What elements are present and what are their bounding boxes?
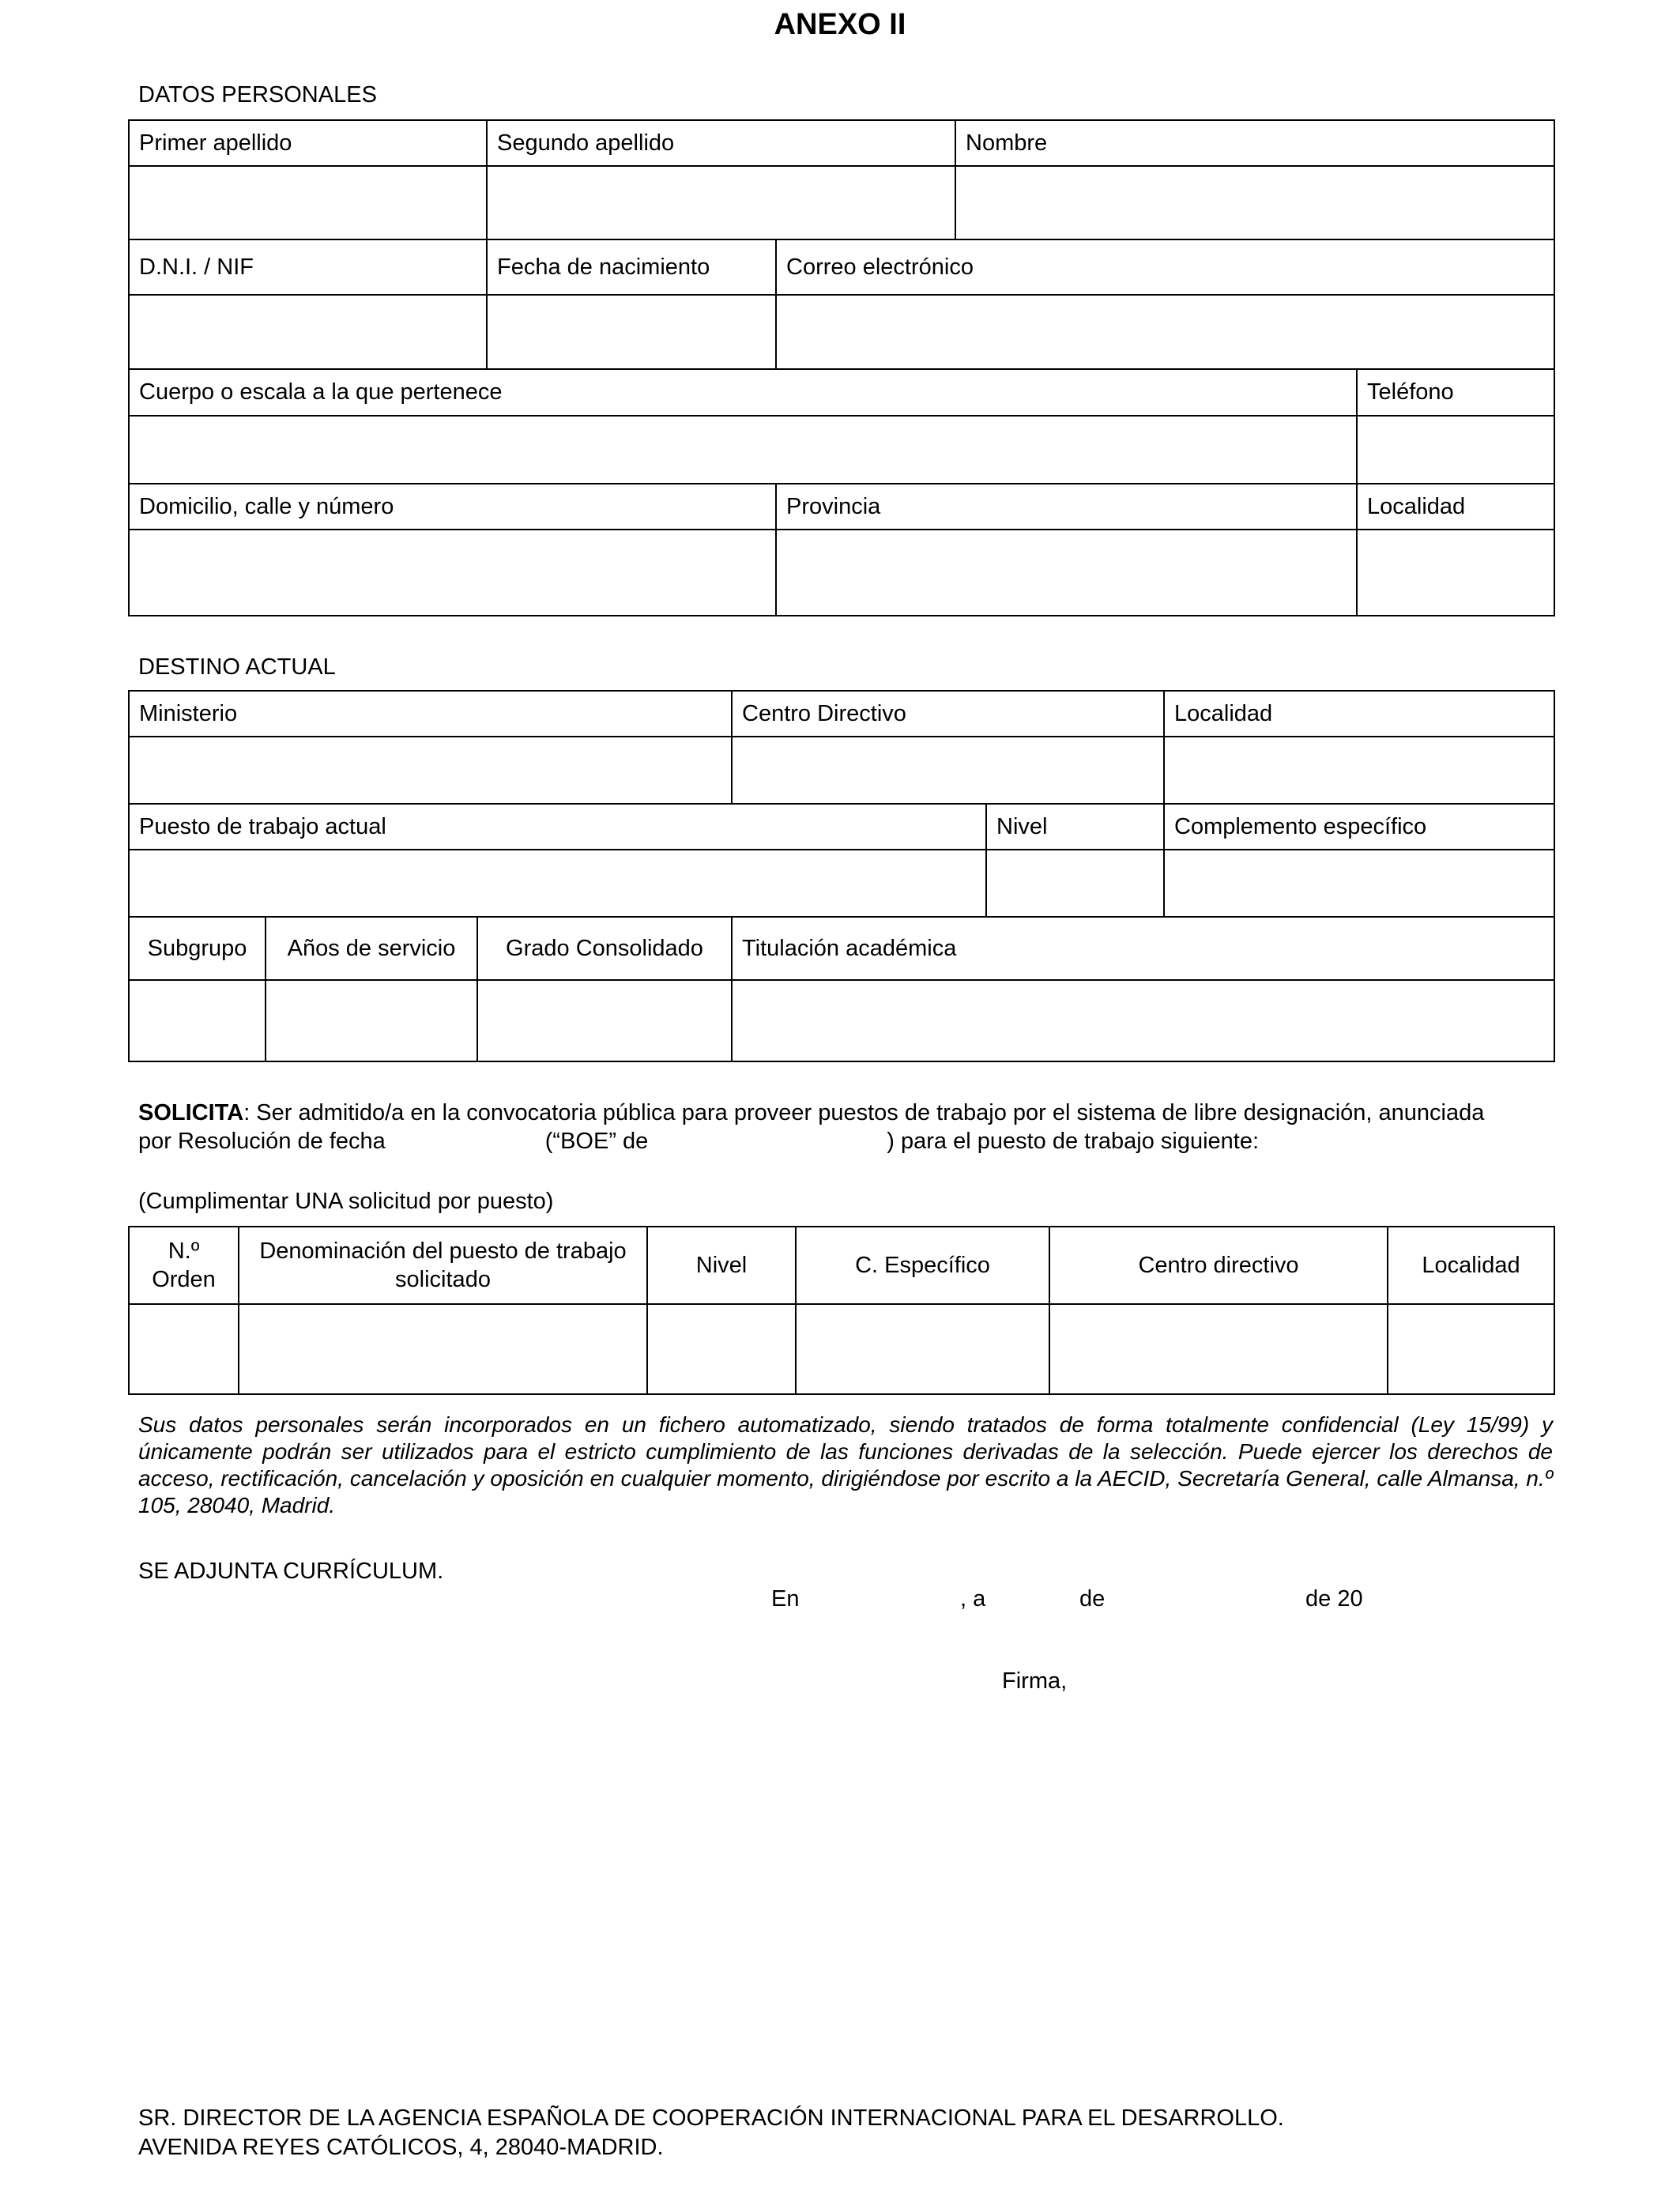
field-especifico[interactable] bbox=[796, 1304, 1049, 1394]
fecha-de-anio: de 20 bbox=[1305, 1586, 1363, 1612]
header-nivel: Nivel bbox=[647, 1227, 796, 1304]
field-anio[interactable] bbox=[1367, 1584, 1430, 1612]
label-complemento: Complemento específico bbox=[1164, 804, 1554, 850]
field-centro[interactable] bbox=[1049, 1304, 1388, 1394]
field-denominacion[interactable] bbox=[239, 1304, 647, 1394]
puestos-table bbox=[128, 1226, 1555, 1395]
field-lugar[interactable] bbox=[814, 1584, 953, 1612]
label-fecha-nacimiento: Fecha de nacimiento bbox=[487, 239, 776, 295]
field-destino-localidad[interactable] bbox=[1164, 737, 1554, 804]
solicita-paragraph bbox=[138, 1099, 1553, 1155]
field-centro-directivo[interactable] bbox=[732, 737, 1164, 804]
label-puesto-actual: Puesto de trabajo actual bbox=[129, 804, 986, 850]
field-dia[interactable] bbox=[996, 1584, 1075, 1612]
signature-area[interactable] bbox=[909, 1707, 1383, 1881]
footer-address-line2: AVENIDA REYES CATÓLICOS, 4, 28040-MADRID. bbox=[138, 2135, 664, 2160]
field-segundo-apellido[interactable] bbox=[487, 166, 955, 239]
fecha-de-mes: de bbox=[1079, 1586, 1106, 1612]
puestos-note: (Cumplimentar UNA solicitud por puesto) bbox=[138, 1189, 554, 1214]
field-domicilio[interactable] bbox=[129, 530, 776, 616]
footer-address-line1: SR. DIRECTOR DE LA AGENCIA ESPAÑOLA DE COOPERACIÓN INTERNACIONAL PARA EL DESARROLLO. bbox=[138, 2105, 1284, 2131]
label-dni: D.N.I. / NIF bbox=[129, 239, 487, 295]
label-subgrupo: Subgrupo bbox=[129, 917, 266, 980]
field-dni[interactable] bbox=[129, 295, 487, 369]
field-correo[interactable] bbox=[776, 295, 1554, 369]
header-centro: Centro directivo bbox=[1049, 1227, 1388, 1304]
page-title: ANEXO II bbox=[774, 8, 906, 41]
header-localidad: Localidad bbox=[1388, 1227, 1554, 1304]
field-cuerpo[interactable] bbox=[129, 416, 1357, 484]
header-denominacion: Denominación del puesto de trabajo solicitado bbox=[239, 1227, 647, 1304]
field-localidad[interactable] bbox=[1357, 530, 1554, 616]
label-nombre: Nombre bbox=[955, 120, 1554, 166]
solicita-resolucion-label: por Resolución de fecha bbox=[138, 1129, 386, 1154]
label-provincia: Provincia bbox=[776, 484, 1357, 530]
solicita-label: SOLICITA bbox=[138, 1100, 244, 1125]
label-ministerio: Ministerio bbox=[129, 691, 732, 737]
field-grado[interactable] bbox=[477, 980, 732, 1061]
field-ministerio[interactable] bbox=[129, 737, 732, 804]
label-grado: Grado Consolidado bbox=[477, 917, 732, 980]
field-nombre[interactable] bbox=[955, 166, 1554, 239]
field-titulacion[interactable] bbox=[732, 980, 1554, 1061]
header-orden: N.º Orden bbox=[129, 1227, 239, 1304]
privacy-notice: Sus datos personales serán incorporados en un fichero automatizado, siendo tratados de forma totalmente confidencial (Ley 15/99) y únicamente podrán ser utilizados para el estricto cumplimiento de las funciones derivadas de la selección. Puede ejercer los derechos de acceso, rectificación, cancelación y oposición en cualquier momento, dirigiéndose por escrito a la AECID, Secretaría General, calle Almansa, n.º 105, 28040, Madrid. bbox=[138, 1412, 1553, 1517]
section-heading-destino: DESTINO ACTUAL bbox=[138, 654, 336, 680]
label-domicilio: Domicilio, calle y número bbox=[129, 484, 776, 530]
field-anos-servicio[interactable] bbox=[266, 980, 477, 1061]
field-complemento[interactable] bbox=[1164, 850, 1554, 917]
field-telefono[interactable] bbox=[1357, 416, 1554, 484]
field-provincia[interactable] bbox=[776, 530, 1357, 616]
field-fecha-nacimiento[interactable] bbox=[487, 295, 776, 369]
destino-table bbox=[128, 690, 1555, 1062]
label-primer-apellido: Primer apellido bbox=[129, 120, 487, 166]
fecha-a: , a bbox=[960, 1586, 986, 1612]
field-puesto-localidad[interactable] bbox=[1388, 1304, 1554, 1394]
label-cuerpo: Cuerpo o escala a la que pertenece bbox=[129, 369, 1357, 416]
firma-label: Firma, bbox=[1002, 1668, 1068, 1694]
field-puesto-actual[interactable] bbox=[129, 850, 986, 917]
label-destino-localidad: Localidad bbox=[1164, 691, 1554, 737]
label-nivel: Nivel bbox=[986, 804, 1164, 850]
field-subgrupo[interactable] bbox=[129, 980, 266, 1061]
header-especifico: C. Específico bbox=[796, 1227, 1049, 1304]
personal-data-table bbox=[128, 119, 1555, 616]
label-localidad: Localidad bbox=[1357, 484, 1554, 530]
section-heading-personal: DATOS PERSONALES bbox=[138, 82, 377, 107]
solicita-puesto-label: ) para el puesto de trabajo siguiente: bbox=[887, 1129, 1260, 1154]
label-centro-directivo: Centro Directivo bbox=[732, 691, 1164, 737]
label-segundo-apellido: Segundo apellido bbox=[487, 120, 955, 166]
label-telefono: Teléfono bbox=[1357, 369, 1554, 416]
label-titulacion: Titulación académica bbox=[732, 917, 1554, 980]
field-primer-apellido[interactable] bbox=[129, 166, 487, 239]
fecha-en: En bbox=[771, 1586, 800, 1612]
field-mes[interactable] bbox=[1116, 1584, 1298, 1612]
label-correo: Correo electrónico bbox=[776, 239, 1554, 295]
solicita-boe-label: (“BOE” de bbox=[544, 1129, 649, 1154]
label-anos-servicio: Años de servicio bbox=[266, 917, 477, 980]
field-nivel[interactable] bbox=[986, 850, 1164, 917]
adjunta-curriculum: SE ADJUNTA CURRÍCULUM. bbox=[138, 1559, 444, 1584]
field-orden[interactable] bbox=[129, 1304, 239, 1394]
solicita-text: : Ser admitido/a en la convocatoria pública para proveer puestos de trabajo por el sistema de libre designación, anunciada bbox=[243, 1100, 1485, 1125]
field-puesto-nivel[interactable] bbox=[647, 1304, 796, 1394]
